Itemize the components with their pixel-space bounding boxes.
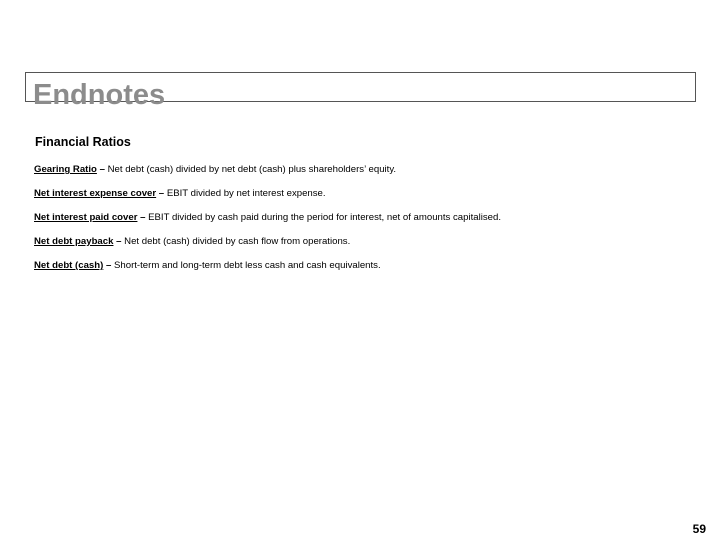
definition-separator: – <box>158 188 165 199</box>
definitions-list <box>34 163 674 283</box>
definition-text: EBIT divided by cash paid during the period for interest, net of amounts capitalised. <box>148 212 501 223</box>
definition-separator: – <box>140 212 146 223</box>
section-heading: Financial Ratios <box>35 135 131 149</box>
definition-item-gearing-ratio <box>34 163 674 187</box>
page-title: Endnotes <box>33 79 166 111</box>
definition-text: Net debt (cash) divided by net debt (cash) plus shareholders’ equity. <box>107 164 397 175</box>
definition-separator: – <box>99 164 105 175</box>
definition-term: Net debt payback <box>34 236 114 247</box>
definition-text: EBIT divided by net interest expense. <box>166 188 326 199</box>
definition-item-net-interest-paid-cover <box>34 211 674 235</box>
definition-separator: – <box>116 236 122 247</box>
definition-text: Short-term and long-term debt less cash and cash equivalents. <box>114 260 381 271</box>
definition-item-net-debt-payback <box>34 235 674 259</box>
definition-text: Net debt (cash) divided by cash flow from operations. <box>124 236 351 247</box>
definition-term: Net debt (cash) <box>34 260 104 271</box>
title-bar <box>25 72 696 111</box>
definition-term: Net interest paid cover <box>34 212 138 223</box>
definition-item-net-interest-expense-cover <box>34 187 674 211</box>
definition-item-net-debt-cash <box>34 259 674 283</box>
definition-term: Gearing Ratio <box>34 164 97 175</box>
definition-separator: – <box>105 260 112 271</box>
definition-term: Net interest expense cover <box>34 188 157 199</box>
page-number: 59 <box>692 522 706 536</box>
